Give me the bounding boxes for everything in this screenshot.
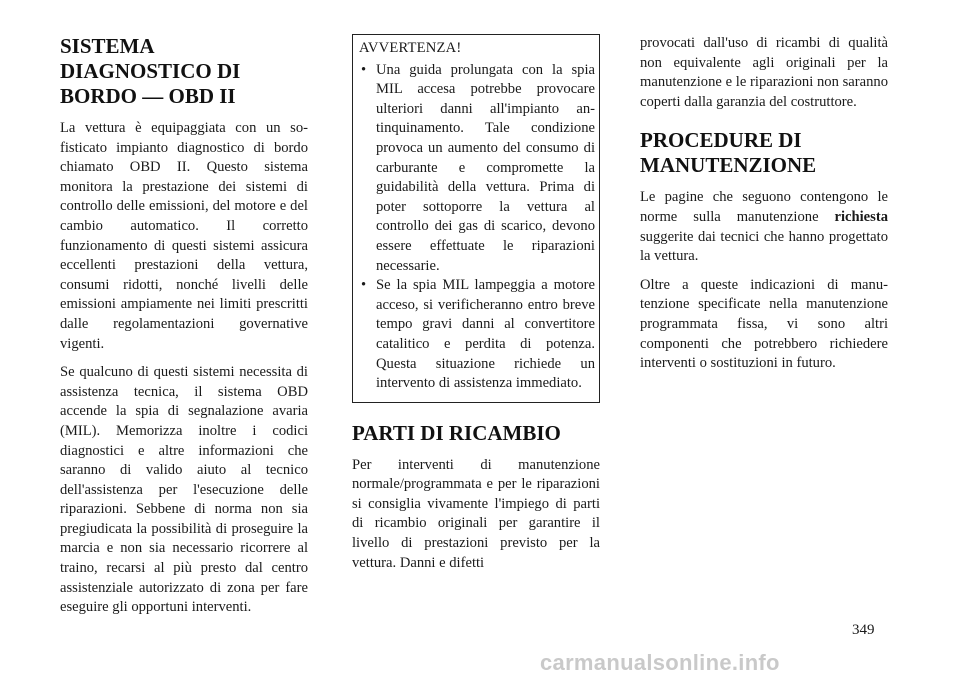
- paragraph-spare-parts: Per interventi di manutenzione normale/programmata e per le riparazioni si consiglia vivamente l'impiego di parti di ricambio originali per garantire il livello di prestazioni previsto per la vettura. Danni e difetti: [352, 456, 600, 571]
- column-1: [60, 34, 308, 627]
- watermark: carmanualsonline.info: [540, 650, 780, 675]
- maintenance-text-bold: richiesta: [834, 208, 888, 225]
- warning-title: AVVERTENZA!: [359, 40, 462, 56]
- warning-item: [359, 276, 595, 394]
- section-heading-obd: SISTEMA DIAGNOSTICO DI BORDO — OBD II: [60, 34, 241, 108]
- paragraph-maintenance-intro: [640, 188, 888, 266]
- column-3: [640, 34, 888, 383]
- warning-item-text: Se la spia MIL lampeggia a motore acceso, si verificheranno entro breve tempo gravi danni al convertitore catalitico e perdita di potenza. Questa situazione richiede un intervento di assistenza immediato.: [376, 277, 595, 392]
- paragraph-obd-intro: La vettura è equipaggiata con un sofisticato impianto diagnostico di bordo chiamato OBD II. Questo sistema monitora la prestazione dei sistemi di controllo delle emissioni, del motore e del cambio automatico. Il corretto funzionamento di questi sistemi assicura eccellenti prestazioni della vettura, consumi ridotti, nonché livelli delle emissioni ampiamente nei limiti prescritti dalle regolamentazioni governative vigenti.: [60, 120, 308, 352]
- warning-box: [352, 34, 600, 403]
- section-heading-maintenance: PROCEDURE DI MANUTENZIONE: [640, 128, 817, 178]
- bullet-icon: •: [361, 61, 367, 78]
- paragraph-maintenance-other: Oltre a queste indicazioni di manutenzione specificate nella manutenzione programmata fissa, vi sono altri componenti che potrebbero richiedere interventi o sostituzioni in futuro.: [640, 276, 888, 372]
- bullet-icon: •: [361, 277, 367, 294]
- maintenance-text-b: suggerite dai tecnici che hanno progettato la vettura.: [640, 228, 888, 265]
- page-number: 349: [852, 622, 875, 638]
- warning-list: [359, 61, 595, 394]
- section-heading-spare-parts: PARTI DI RICAMBIO: [352, 420, 561, 445]
- maintenance-text-a: Le pagine che seguono contengono le norme sulla manutenzione: [640, 189, 888, 225]
- paragraph-obd-service: Se qualcuno di questi sistemi necessita di assistenza tecnica, il sistema OBD accende la spia di segnalazione avaria (MIL). Memorizza inoltre i codici diagnostici e altre informazioni che saranno di valido aiuto al tecnico dell'assistenza per l'esecuzione delle riparazioni. Sebbene di norma non sia pregiudicata la possibilità di proseguire la marcia e non sia necessario ricorrere al traino, recarsi al più presto dal centro assistenziale autorizzato di zona per fare eseguire gli opportuni interventi.: [60, 364, 308, 616]
- paragraph-spare-parts-continued: provocati dall'uso di ricambi di qualità non equivalente agli originali per la manutenzione e le riparazioni non saranno coperti dalla garanzia del costruttore.: [640, 35, 888, 110]
- warning-item: [359, 61, 595, 277]
- column-2: [352, 34, 600, 582]
- warning-item-text: Una guida prolungata con la spia MIL accesa potrebbe provocare ulteriori danni all'impianto antinquinamento. Tale condizione provoca un aumento del consumo di carburante e compromette la guidabilità della vettura. Prima di poter sottoporre la vettura al controllo dei gas di scarico, devono essere effettuate le riparazioni necessarie.: [376, 61, 595, 274]
